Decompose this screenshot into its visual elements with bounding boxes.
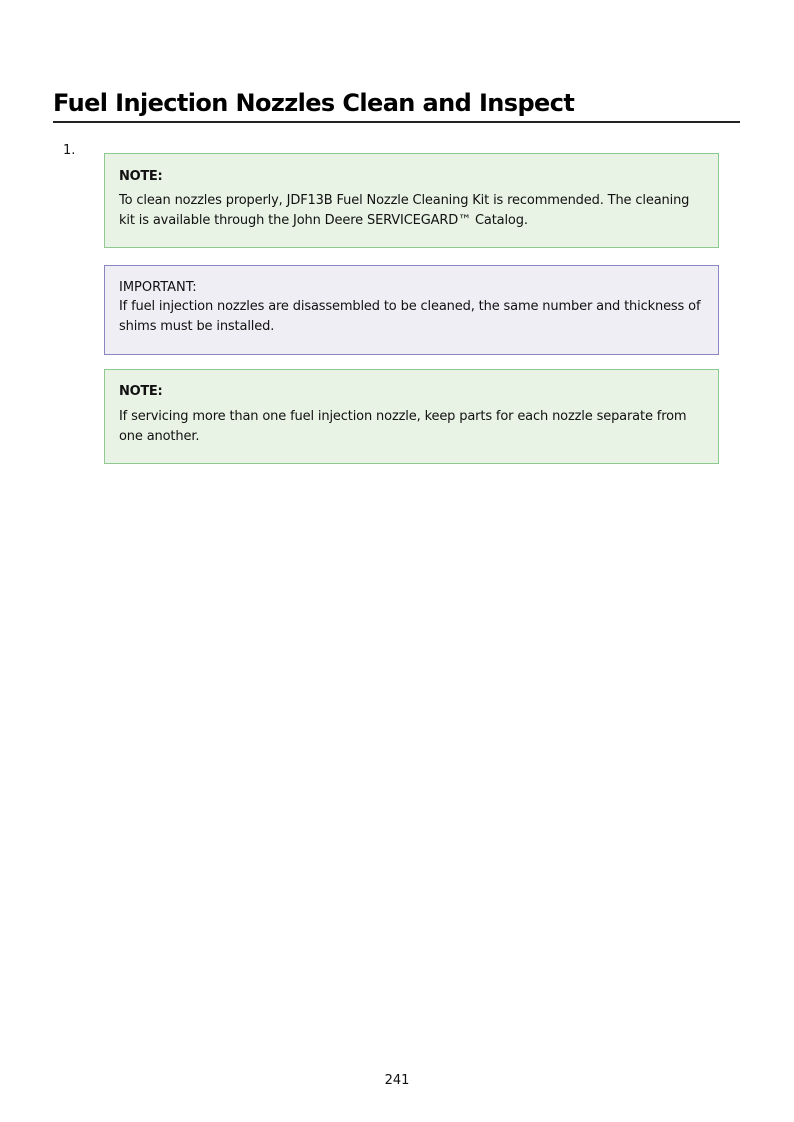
page-number: 241 bbox=[384, 1073, 410, 1088]
page-title: Fuel Injection Nozzles Clean and Inspect bbox=[53, 86, 740, 123]
important-text: If fuel injection nozzles are disassembled to be cleaned, the same number and thickness of shims must be installed. bbox=[119, 299, 701, 334]
note-text: To clean nozzles properly, JDF13B Fuel Nozzle Cleaning Kit is recommended. The cleaning kit is available through the John Deere SERVICEGARD™ Catalog. bbox=[119, 193, 690, 228]
note-text: If servicing more than one fuel injection nozzle, keep parts for each nozzle separate from one another. bbox=[119, 409, 687, 444]
note-heading: NOTE: bbox=[119, 384, 163, 399]
step-number: 1. bbox=[63, 143, 76, 158]
important-callout-shims bbox=[104, 265, 719, 355]
note-callout-cleaning-kit bbox=[104, 153, 719, 248]
note-callout-separate-parts bbox=[104, 369, 719, 464]
important-heading: IMPORTANT: bbox=[119, 280, 197, 295]
note-heading: NOTE: bbox=[119, 169, 163, 184]
